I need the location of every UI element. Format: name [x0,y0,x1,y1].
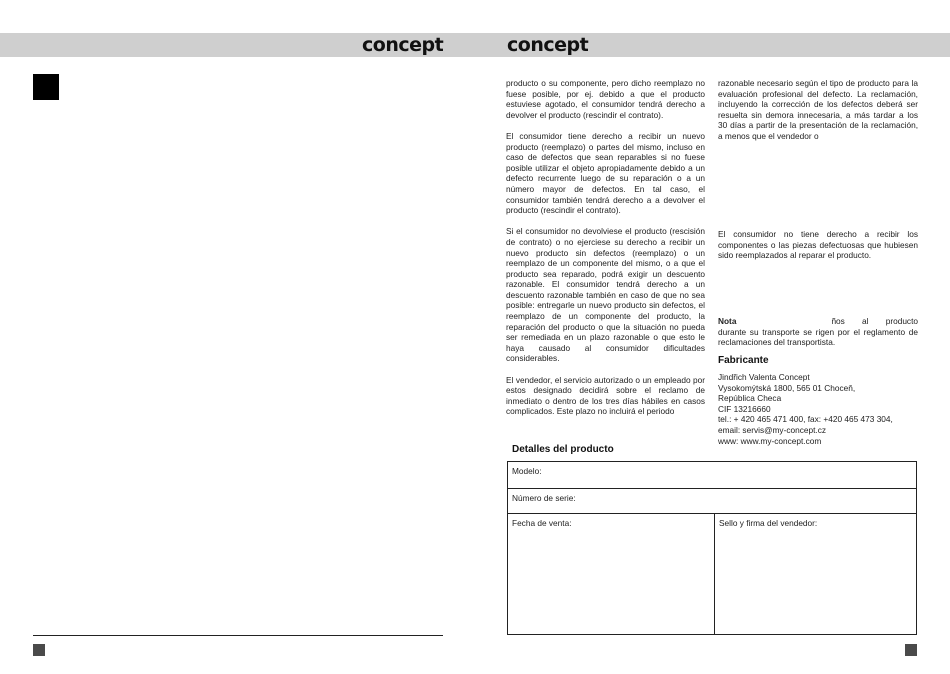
manufacturer-heading: Fabricante [718,355,769,366]
serial-label: Número de serie: [512,493,576,503]
note-paragraph [718,316,918,348]
seller-stamp-label: Sello y firma del vendedor: [719,518,818,528]
model-label: Modelo: [512,466,542,476]
manufacturer-line: Jindřich Valenta Concept [718,372,810,382]
note-text-b: durante su transporte se rigen por el reglamento de reclamaciones del transportista. [718,326,918,348]
manufacturer-info [718,372,918,446]
language-marker-square [33,74,59,100]
sale-date-cell[interactable] [508,514,715,634]
manufacturer-line: tel.: + 420 465 471 400, fax: +420 465 473 304, [718,414,893,425]
product-details-form [507,461,917,635]
note-label: Nota [718,316,737,326]
product-details-heading: Detalles del producto [512,444,614,455]
manufacturer-line: email: servis@my-concept.cz [718,424,827,435]
paragraph: El vendedor, el servicio autorizado o un empleado por estos designado decidirá sobre el reclamo de inmediato o dentro de los tres días hábiles en casos complicados. Este plazo no incluirá el periodo [506,374,705,417]
manufacturer-line: Vysokomýtská 1800, 565 01 Choceň, [718,382,856,393]
paragraph: producto o su componente, pero dicho reemplazo no fuese posible, por ej. debido a que el producto estuviese agotado, el consumidor tendrá derecho a devolver el producto (rescindir el contrato). [506,78,705,120]
sale-date-label: Fecha de venta: [512,518,572,528]
manufacturer-line: www: www.my-concept.com [718,435,822,446]
paragraph: razonable necesario según el tipo de producto para la evaluación profesional del defecto. La reclamación, incluyendo la corrección de los defectos deberá ser resuelta sin demora innecesaria, a más tardar a los 30 días a partir de la presentación de la reclamación, a menos que el vendedor o [718,78,918,141]
paragraph: Si el consumidor no devolviese el producto (rescisión de contrato) o no ejerciese su derecho a recibir un nuevo producto sin defectos (reemplazo) o un reemplazo de un componente del mismo, o a que el producto sea reparado, podrá exigir un descuento razonable. El consumidor tendrá derecho a un descuento razonable también en caso de que no sea posible: entregarle un nuevo producto sin defectos, el reemplazo de un componente del producto, la reparación del producto o que la situación no pueda ser remediada en un plazo razonable o que esto le haya causado al consumidor dificultades considerables. [506,226,705,364]
brand-logo-left: concept [362,34,444,56]
serial-row[interactable] [508,489,916,514]
footer-divider [33,635,443,636]
manufacturer-line: República Checa [718,393,782,404]
text-column-left [506,78,705,428]
header-bar [0,33,950,57]
model-row[interactable] [508,462,916,489]
page-corner-marker-left [33,644,45,656]
seller-stamp-cell[interactable] [715,514,916,634]
page-corner-marker-right [905,644,917,656]
manufacturer-line: CIF 13216660 [718,403,771,414]
brand-logo-right: concept [507,34,589,56]
text-column-right [718,78,918,142]
paragraph-components: El consumidor no tiene derecho a recibir los componentes o las piezas defectuosas que hubiesen sido reemplazados al reparar el producto. [718,229,918,261]
paragraph: El consumidor tiene derecho a recibir un nuevo producto (reemplazo) o partes del mismo, incluso en caso de defectos que sean reparables si no fuese posible utilizar el objeto apropiadamente debido a un defecto recurrente luego de su reparación o a un número mayor de defectos. En tal caso, el consumidor también tendrá derecho a a devolver el producto (rescindir el contrato). [506,130,705,216]
note-text-a: ños al producto [831,316,918,326]
